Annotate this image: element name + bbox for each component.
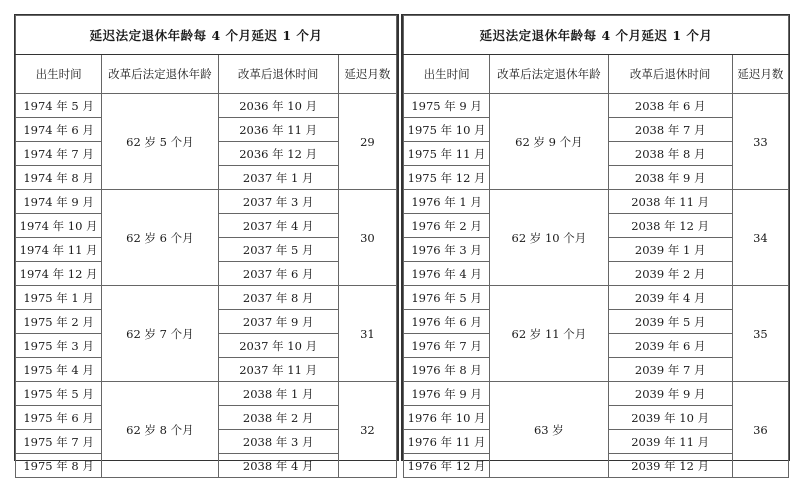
column-header: 出生时间 [404, 55, 490, 94]
birth-date-cell: 1974 年 11 月 [16, 238, 102, 262]
retirement-tables [14, 14, 790, 473]
retirement-date-cell: 2037 年 9 月 [218, 310, 338, 334]
delay-months-cell: 32 [338, 382, 396, 478]
column-header: 改革后法定退休年龄 [490, 55, 608, 94]
retirement-date-cell: 2039 年 9 月 [608, 382, 732, 406]
birth-date-cell: 1974 年 8 月 [16, 166, 102, 190]
birth-date-cell: 1976 年 3 月 [404, 238, 490, 262]
table-left [14, 14, 398, 473]
retirement-age-cell: 62 岁 8 个月 [102, 382, 218, 478]
retirement-date-cell: 2039 年 10 月 [608, 406, 732, 430]
column-header: 改革后退休时间 [218, 55, 338, 94]
retirement-date-cell: 2039 年 5 月 [608, 310, 732, 334]
retirement-date-cell: 2039 年 7 月 [608, 358, 732, 382]
birth-date-cell: 1975 年 9 月 [404, 94, 490, 118]
retirement-date-cell: 2038 年 6 月 [608, 94, 732, 118]
retirement-date-cell: 2039 年 2 月 [608, 262, 732, 286]
table-title: 延迟法定退休年龄每 4 个月延迟 1 个月 [16, 16, 397, 55]
retirement-date-cell: 2038 年 7 月 [608, 118, 732, 142]
retirement-date-cell: 2037 年 4 月 [218, 214, 338, 238]
retirement-date-cell: 2037 年 10 月 [218, 334, 338, 358]
retirement-date-cell: 2038 年 2 月 [218, 406, 338, 430]
birth-date-cell: 1975 年 12 月 [404, 166, 490, 190]
retirement-date-cell: 2037 年 6 月 [218, 262, 338, 286]
retirement-age-cell: 62 岁 5 个月 [102, 94, 218, 190]
birth-date-cell: 1974 年 10 月 [16, 214, 102, 238]
delay-months-cell: 34 [732, 190, 788, 286]
retirement-date-cell: 2037 年 11 月 [218, 358, 338, 382]
birth-date-cell: 1976 年 2 月 [404, 214, 490, 238]
birth-date-cell: 1975 年 7 月 [16, 430, 102, 454]
birth-date-cell: 1976 年 8 月 [404, 358, 490, 382]
table-title: 延迟法定退休年龄每 4 个月延迟 1 个月 [404, 16, 789, 55]
retirement-date-cell: 2039 年 1 月 [608, 238, 732, 262]
retirement-date-cell: 2038 年 1 月 [218, 382, 338, 406]
retirement-age-cell: 62 岁 10 个月 [490, 190, 608, 286]
birth-date-cell: 1974 年 9 月 [16, 190, 102, 214]
birth-date-cell: 1975 年 3 月 [16, 334, 102, 358]
birth-date-cell: 1976 年 1 月 [404, 190, 490, 214]
birth-date-cell: 1976 年 4 月 [404, 262, 490, 286]
birth-date-cell: 1975 年 11 月 [404, 142, 490, 166]
birth-date-cell: 1975 年 5 月 [16, 382, 102, 406]
birth-date-cell: 1976 年 11 月 [404, 430, 490, 454]
delay-months-cell: 36 [732, 382, 788, 478]
table-row [16, 382, 397, 406]
birth-date-cell: 1974 年 5 月 [16, 94, 102, 118]
table-row [16, 286, 397, 310]
retirement-date-cell: 2038 年 4 月 [218, 454, 338, 478]
retirement-date-cell: 2038 年 3 月 [218, 430, 338, 454]
birth-date-cell: 1975 年 1 月 [16, 286, 102, 310]
birth-date-cell: 1975 年 10 月 [404, 118, 490, 142]
birth-date-cell: 1975 年 8 月 [16, 454, 102, 478]
retirement-age-cell: 63 岁 [490, 382, 608, 478]
birth-date-cell: 1976 年 10 月 [404, 406, 490, 430]
retirement-date-cell: 2038 年 9 月 [608, 166, 732, 190]
birth-date-cell: 1976 年 9 月 [404, 382, 490, 406]
retirement-date-cell: 2039 年 4 月 [608, 286, 732, 310]
table-row [404, 286, 789, 310]
birth-date-cell: 1976 年 5 月 [404, 286, 490, 310]
column-header: 出生时间 [16, 55, 102, 94]
birth-date-cell: 1974 年 7 月 [16, 142, 102, 166]
column-header: 延迟月数 [338, 55, 396, 94]
delay-months-cell: 30 [338, 190, 396, 286]
birth-date-cell: 1976 年 6 月 [404, 310, 490, 334]
retirement-date-cell: 2037 年 1 月 [218, 166, 338, 190]
retirement-date-cell: 2038 年 11 月 [608, 190, 732, 214]
retirement-age-cell: 62 岁 6 个月 [102, 190, 218, 286]
retirement-date-cell: 2038 年 8 月 [608, 142, 732, 166]
delay-months-cell: 33 [732, 94, 788, 190]
column-header: 改革后法定退休年龄 [102, 55, 218, 94]
retirement-age-cell: 62 岁 9 个月 [490, 94, 608, 190]
column-header: 改革后退休时间 [608, 55, 732, 94]
retirement-date-cell: 2036 年 12 月 [218, 142, 338, 166]
delay-months-cell: 29 [338, 94, 396, 190]
table-row [16, 190, 397, 214]
retirement-date-cell: 2039 年 6 月 [608, 334, 732, 358]
birth-date-cell: 1976 年 7 月 [404, 334, 490, 358]
retirement-date-cell: 2037 年 8 月 [218, 286, 338, 310]
retirement-date-cell: 2037 年 5 月 [218, 238, 338, 262]
table-row [16, 94, 397, 118]
table-row [404, 190, 789, 214]
retirement-date-cell: 2037 年 3 月 [218, 190, 338, 214]
column-header: 延迟月数 [732, 55, 788, 94]
delay-months-cell: 35 [732, 286, 788, 382]
birth-date-cell: 1974 年 12 月 [16, 262, 102, 286]
retirement-date-cell: 2039 年 12 月 [608, 454, 732, 478]
birth-date-cell: 1975 年 2 月 [16, 310, 102, 334]
birth-date-cell: 1976 年 12 月 [404, 454, 490, 478]
retirement-age-cell: 62 岁 11 个月 [490, 286, 608, 382]
retirement-date-cell: 2036 年 10 月 [218, 94, 338, 118]
birth-date-cell: 1975 年 6 月 [16, 406, 102, 430]
table-row [404, 94, 789, 118]
retirement-date-cell: 2038 年 12 月 [608, 214, 732, 238]
delay-months-cell: 31 [338, 286, 396, 382]
birth-date-cell: 1975 年 4 月 [16, 358, 102, 382]
retirement-date-cell: 2039 年 11 月 [608, 430, 732, 454]
table-row [404, 382, 789, 406]
birth-date-cell: 1974 年 6 月 [16, 118, 102, 142]
retirement-date-cell: 2036 年 11 月 [218, 118, 338, 142]
table-right [402, 14, 790, 473]
retirement-age-cell: 62 岁 7 个月 [102, 286, 218, 382]
